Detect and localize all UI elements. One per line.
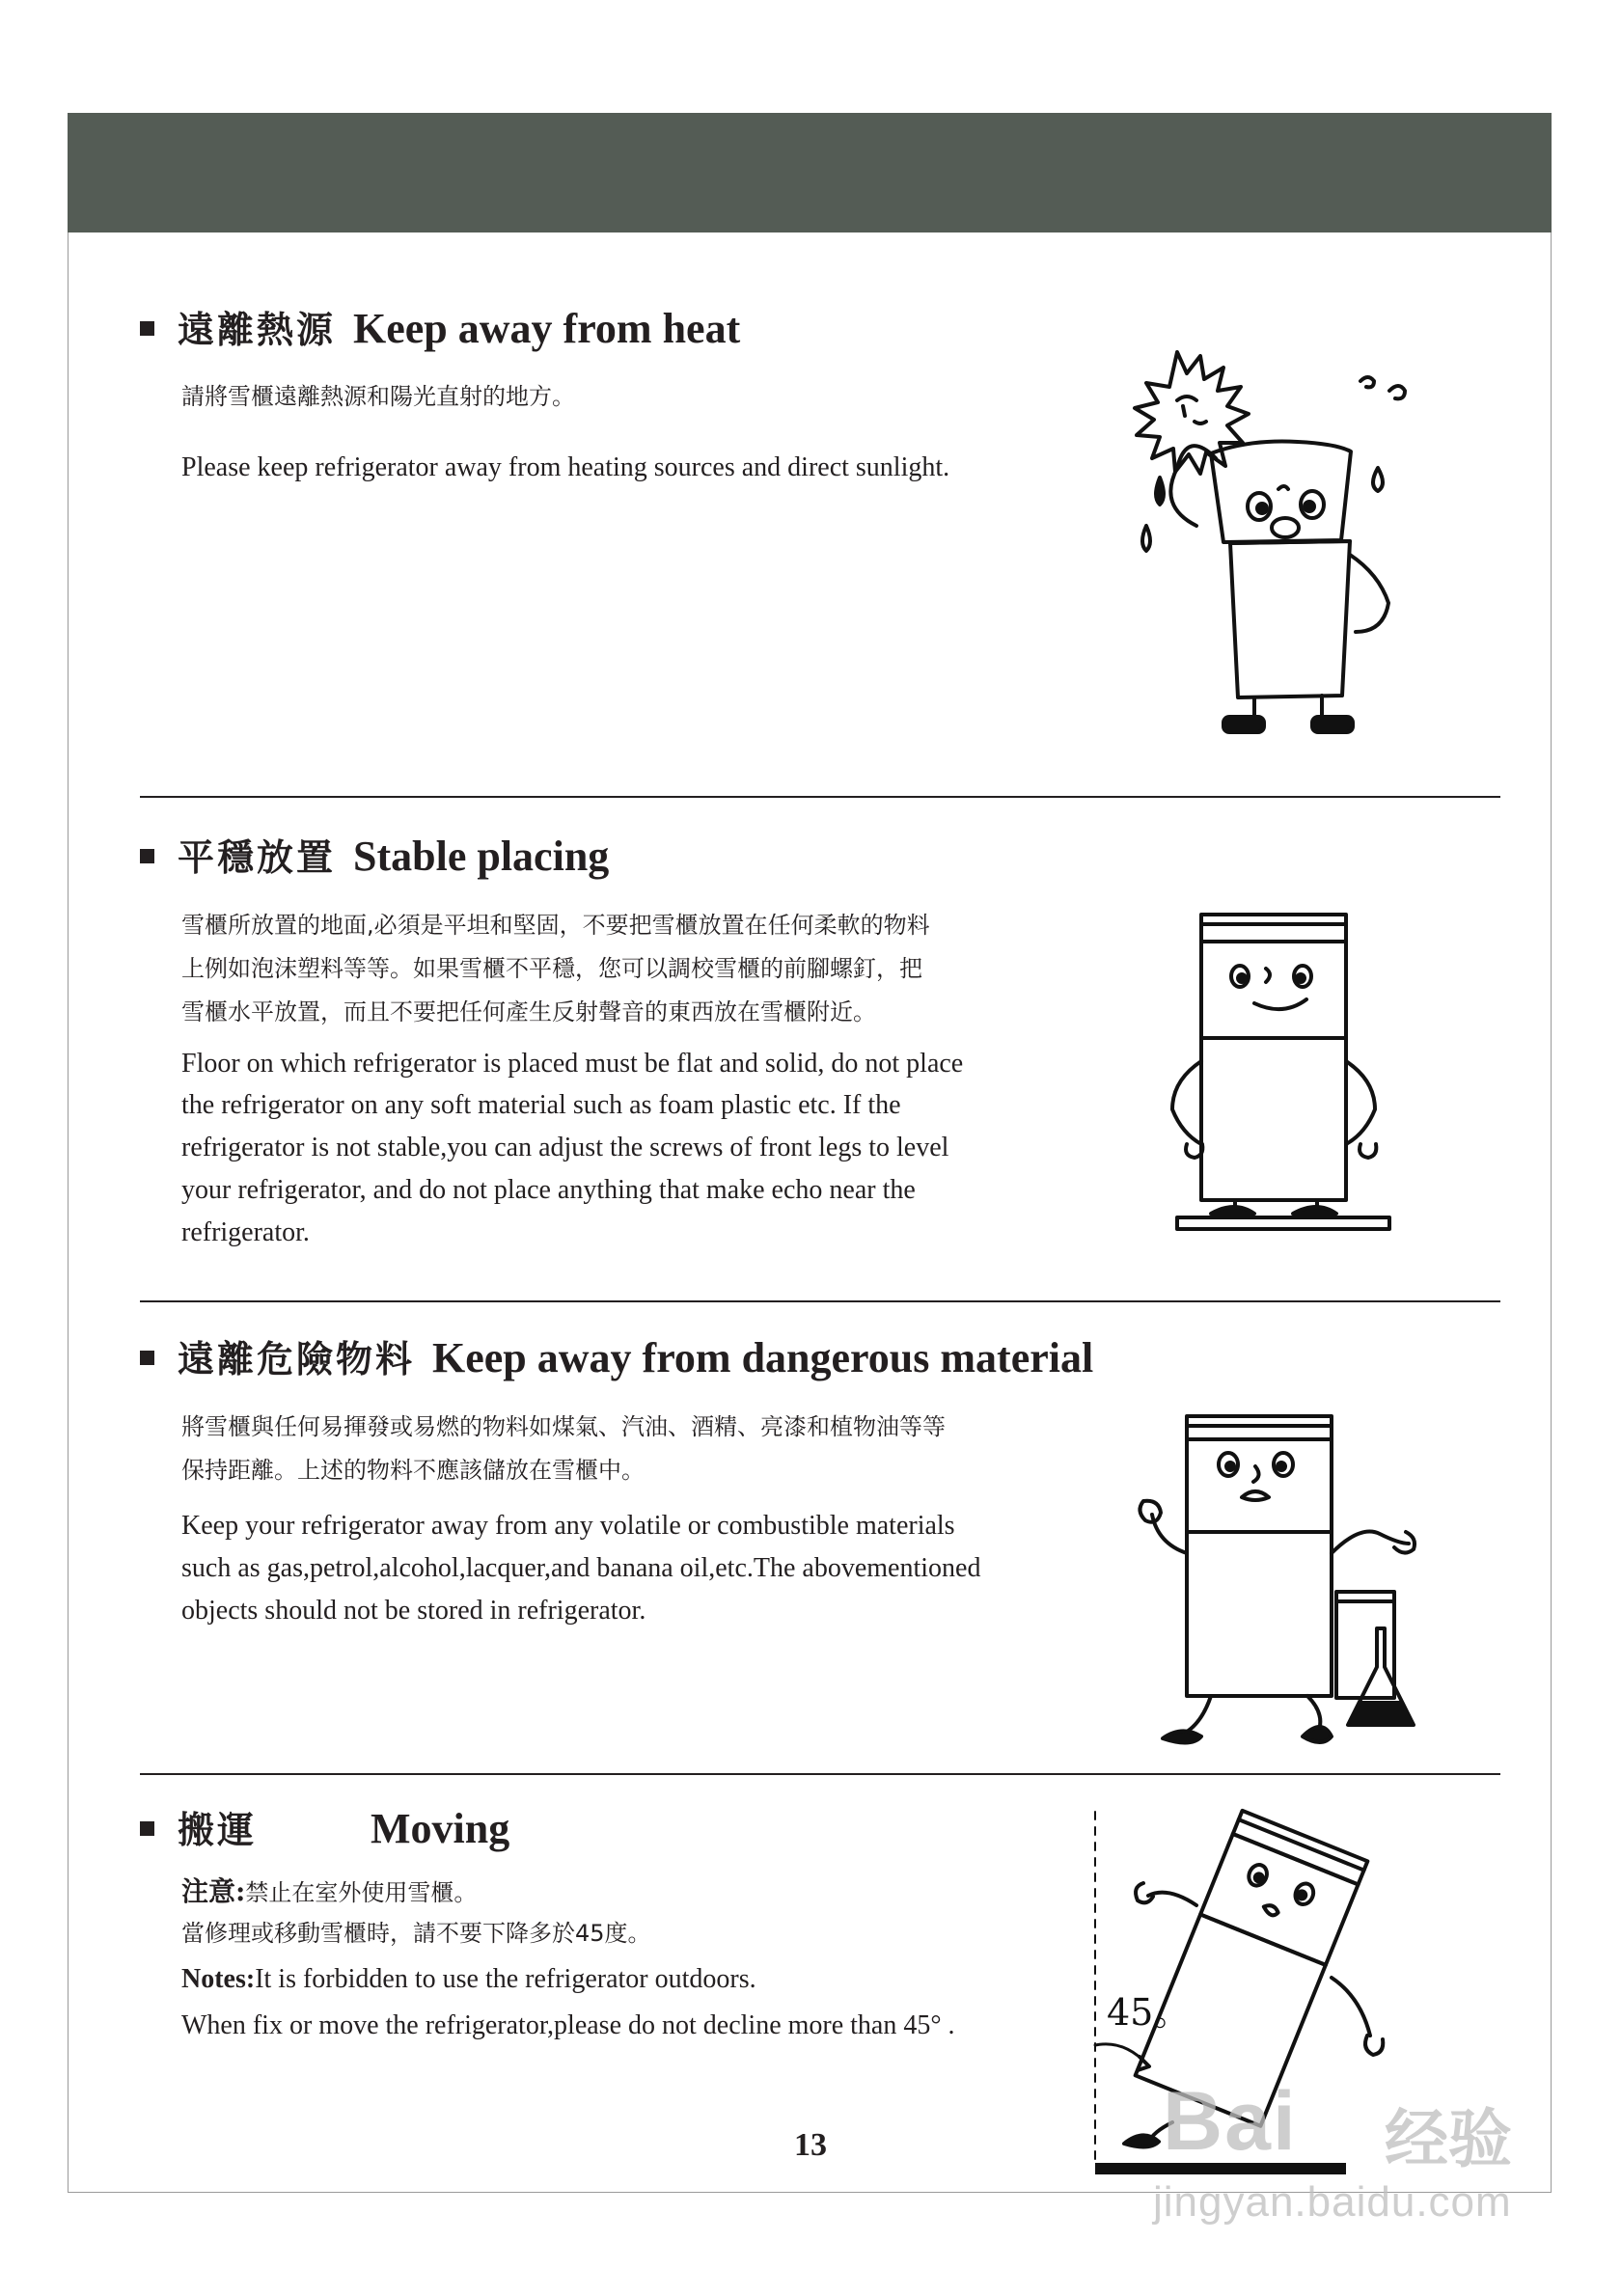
section-text-zh: 雪櫃所放置的地面,必須是平坦和堅固，不要把雪櫃放置在任何柔軟的物料: [181, 912, 930, 939]
section-text-en: When fix or move the refrigerator,please do not decline more than 45° .: [181, 2010, 955, 2040]
section-text-en: Please keep refrigerator away from heating sources and direct sunlight.: [181, 452, 950, 482]
section-text-en: your refrigerator, and do not place anything that make echo near the: [181, 1175, 916, 1205]
section-title-zh: 平穩放置: [178, 835, 337, 879]
section-title-zh: 遠離危險物料: [178, 1337, 416, 1380]
section-text-en: refrigerator is not stable,you can adjust the screws of front legs to level: [181, 1133, 949, 1162]
section-text-zh: 將雪櫃與任何易揮發或易燃的物料如煤氣、汽油、酒精、亮漆和植物油等等: [181, 1413, 946, 1440]
header-band: [68, 113, 1552, 232]
section-title: [140, 1331, 1093, 1386]
section-text-en: such as gas,petrol,alcohol,lacquer,and banana oil,etc.The abovementioned: [181, 1553, 981, 1583]
square-bullet-icon: [140, 321, 154, 336]
section-divider: [140, 796, 1500, 798]
section-text-en: refrigerator.: [181, 1217, 310, 1247]
section-text-zh: 當修理或移動雪櫃時，請不要下降多於45度。: [181, 1920, 651, 1947]
section-title-en: Keep away from dangerous material: [432, 1334, 1094, 1381]
square-bullet-icon: [140, 849, 154, 863]
section-notes-en: [181, 1958, 756, 2001]
notes-text-zh: 禁止在室外使用雪櫃。: [245, 1879, 478, 1906]
section-text-zh: 上例如泡沫塑料等等。如果雪櫃不平穩，您可以調校雪櫃的前腳螺釘，把: [181, 955, 922, 982]
section-title: [140, 1802, 509, 1857]
section-title-en: Stable placing: [353, 833, 610, 880]
angle-label: 45。: [1107, 1991, 1191, 2034]
section-text-zh: 雪櫃水平放置，而且不要把任何產生反射聲音的東西放在雪櫃附近。: [181, 998, 876, 1025]
notes-label-zh: 注意:: [181, 1875, 246, 1907]
section-title-zh: 搬運: [178, 1808, 258, 1851]
section-notes-zh: [181, 1871, 477, 1914]
watermark: [1153, 2074, 1558, 2238]
page-number: 13: [794, 2127, 827, 2163]
fridge-running-from-chemicals-illustration: [1124, 1408, 1433, 1765]
square-bullet-icon: [140, 1821, 154, 1836]
section-text-en: Keep your refrigerator away from any volatile or combustible materials: [181, 1511, 955, 1541]
section-text-en: objects should not be stored in refrigerator.: [181, 1596, 646, 1626]
section-title-en: Moving: [371, 1805, 510, 1852]
notes-text-en: It is forbidden to use the refrigerator outdoors.: [255, 1964, 756, 1994]
fridge-sweating-in-sun-illustration: [1119, 333, 1438, 748]
section-title-en: Keep away from heat: [353, 305, 741, 352]
section-title: [140, 302, 740, 357]
section-divider: [140, 1300, 1500, 1302]
section-text-zh: 請將雪櫃遠離熱源和陽光直射的地方。: [181, 383, 575, 410]
section-divider: [140, 1773, 1500, 1775]
section-text-en: the refrigerator on any soft material such as foam plastic etc. If the: [181, 1090, 901, 1120]
watermark-url: jingyan.baidu.com: [1153, 2178, 1512, 2226]
fridge-standing-level-illustration: [1158, 907, 1409, 1244]
section-text-zh: 保持距離。上述的物料不應該儲放在雪櫃中。: [181, 1457, 645, 1484]
watermark-brand: Bai: [1163, 2075, 1298, 2168]
square-bullet-icon: [140, 1351, 154, 1365]
section-text-en: Floor on which refrigerator is placed must be flat and solid, do not place: [181, 1049, 964, 1079]
section-title: [140, 830, 609, 885]
notes-label-en: Notes:: [181, 1964, 256, 1994]
watermark-suffix: 经验: [1385, 2102, 1512, 2176]
section-title-zh: 遠離熱源: [178, 308, 337, 351]
